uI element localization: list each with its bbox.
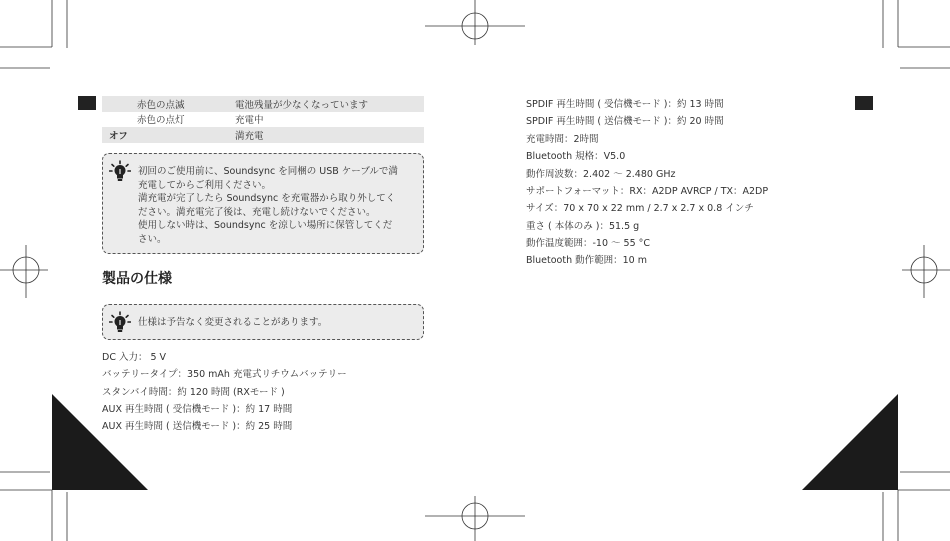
- spec-dc-input: DC 入力： 5 V: [102, 352, 167, 363]
- indicator-cell: 赤色の点滅: [137, 99, 185, 111]
- spec-aux-tx-time: AUX 再生時間 ( 送信機モード )：約 25 時間: [102, 421, 293, 432]
- led-status-table: [102, 96, 424, 143]
- lightbulb-icon: [109, 160, 131, 182]
- note-line: 初回のご使用前に、Soundsync を同梱の USB ケーブルで満: [138, 166, 398, 177]
- spec-formats: サポートフォーマット：RX：A2DP AVRCP / TX：A2DP: [526, 186, 769, 197]
- spec-size: サイズ：70 x 70 x 22 mm / 2.7 x 2.7 x 0.8 インチ: [526, 203, 754, 214]
- note-line: 満充電が完了したら Soundsync を充電器から取り外してく: [138, 193, 396, 204]
- note-line: 充電してからご利用ください。: [138, 179, 272, 191]
- lightbulb-icon: [109, 311, 131, 333]
- table-row: [102, 112, 424, 128]
- spec-spdif-rx-time: SPDIF 再生時間 ( 受信機モード )：約 13 時間: [526, 99, 724, 110]
- spec-change-note-box: [102, 304, 424, 340]
- meaning-cell: 満充電: [235, 130, 264, 142]
- spec-spdif-tx-time: SPDIF 再生時間 ( 送信機モード )：約 20 時間: [526, 116, 724, 127]
- note-line: 使用しない時は、Soundsync を涼しい場所に保管してくだ: [138, 220, 393, 231]
- charging-note-box: [102, 153, 424, 254]
- spec-weight: 重さ ( 本体のみ )：51.5 g: [526, 221, 640, 232]
- spec-standby-time: スタンバイ時間：約 120 時間 (RXモード ): [102, 387, 285, 398]
- page-tab-marker-right: [855, 96, 873, 110]
- meaning-cell: 電池残量が少なくなっています: [235, 99, 369, 111]
- spec-aux-rx-time: AUX 再生時間 ( 受信機モード )：約 17 時間: [102, 404, 293, 415]
- spec-frequency: 動作周波数：2.402 〜 2.480 GHz: [526, 169, 676, 180]
- note-text: [138, 165, 413, 246]
- meaning-cell: 充電中: [235, 115, 264, 127]
- spec-bluetooth-version: Bluetooth 規格：V5.0: [526, 151, 626, 162]
- spec-battery-type: バッテリータイプ：350 mAh 充電式リチウムバッテリー: [102, 369, 347, 380]
- page-tab-marker-left: [78, 96, 96, 110]
- section-title: 製品の仕様: [102, 271, 172, 287]
- table-row: [102, 127, 424, 143]
- table-row: [102, 96, 424, 112]
- spec-charge-time: 充電時間：2時間: [526, 134, 599, 145]
- spec-bluetooth-range: Bluetooth 動作範囲：10 m: [526, 255, 647, 266]
- note-text: 仕様は予告なく変更されることがあります。: [138, 317, 328, 328]
- note-line: さい。: [138, 233, 167, 245]
- note-line: ださい。満充電完了後は、充電し続けないでください。: [138, 206, 376, 218]
- indicator-cell: 赤色の点灯: [137, 115, 185, 127]
- indicator-cell: オフ: [109, 130, 128, 142]
- spec-operating-temp: 動作温度範囲：-10 〜 55 °C: [526, 238, 651, 249]
